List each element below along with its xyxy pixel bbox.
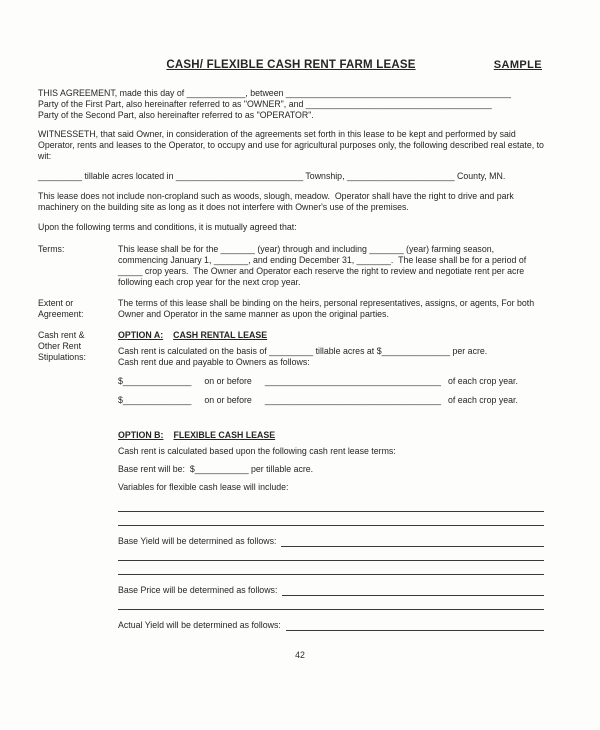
cash-rent-label-line2: Other Rent (38, 340, 82, 351)
base-yield-label: Base Yield will be determined as follows: (118, 535, 277, 546)
tillable-acres-line: _________ tillable acres located in __________________________ Township, ______________________ County, MN. (38, 170, 506, 181)
document-title: CASH/ FLEXIBLE CASH RENT FARM LEASE (166, 59, 416, 71)
option-a-heading-title: CASH RENTAL LEASE (173, 329, 268, 340)
extent-label-line1: Extent or (38, 297, 74, 308)
payment-2-date-blank: ____________________________________ (264, 394, 441, 405)
option-a-heading-label: OPTION A: (118, 329, 164, 340)
payment-2-on-or-before: on or before (204, 394, 252, 405)
payment-2-suffix: of each crop year. (447, 394, 518, 405)
option-b-variables-label: Variables for flexible cash lease will include: (118, 481, 289, 492)
terms-label: Terms: (38, 243, 65, 254)
option-b-heading-title: FLEXIBLE CASH LEASE (173, 429, 276, 440)
option-a-due-line: Cash rent due and payable to Owners as follows: (118, 356, 310, 367)
document-header (38, 58, 544, 74)
base-yield-row (118, 536, 544, 547)
actual-yield-label: Actual Yield will be determined as follows: (118, 619, 281, 630)
extent-label (38, 298, 118, 320)
base-price-label: Base Price will be determined as follows: (118, 584, 278, 595)
mutual-agreement-line: Upon the following terms and conditions, it is mutually agreed that: (38, 221, 297, 232)
blank-line (118, 512, 544, 526)
extent-label-line2: Agreement: (38, 308, 84, 319)
agreement-intro-line1: THIS AGREEMENT, made this day of ____________, between ______________________________________________ (38, 88, 511, 98)
payment-row-2 (118, 395, 544, 406)
cash-rent-label-line3: Stipulations: (38, 351, 86, 362)
cash-rent-section (38, 330, 544, 631)
payment-2-amount-blank: $______________ (118, 394, 192, 405)
blank-line (118, 561, 544, 575)
payment-1-suffix: of each crop year. (447, 375, 518, 386)
page-number: 42 (295, 650, 305, 660)
option-b-heading-label: OPTION B: (118, 429, 164, 440)
agreement-intro-line2: Party of the First Part, also hereinafter referred to as "OWNER", and ______________________________________ (38, 98, 492, 109)
extent-section (38, 298, 544, 320)
option-b-base-rent-line: Base rent will be: $___________ per tillable acre. (118, 463, 314, 474)
agreement-intro-line3: Party of the Second Part, also hereinafter referred to as "OPERATOR". (38, 109, 314, 120)
cash-rent-label (38, 330, 118, 631)
payment-1-on-or-before: on or before (204, 375, 252, 386)
noncropland-paragraph: This lease does not include non-cropland such as woods, slough, meadow. Operator shall have the right to drive and park machinery on the building site as long as it does not interfere with Owner's use of the premises. (38, 190, 517, 212)
blank-line (118, 500, 544, 512)
blank-line (282, 587, 544, 596)
option-b-intro-line: Cash rent is calculated based upon the following cash rent lease terms: (118, 445, 396, 456)
witnesseth-paragraph: WITNESSETH, that said Owner, in consideration of the agreements set forth in this lease to be kept and performed by said Operator, rents and leases to the Operator, to occupy and use for agricultural purposes only, the following described real estate, to wit: (38, 128, 547, 161)
blank-line (118, 547, 544, 561)
option-b-block (118, 430, 544, 631)
option-b-heading (118, 430, 544, 441)
cash-rent-body (118, 330, 544, 631)
actual-yield-row (118, 620, 544, 631)
terms-body: This lease shall be for the _______ (year) through and including _______ (year) farming season, commencing January 1, _______, and ending December 31, _______. The lease shall be for a period of _____ crop years. The Owner and Operator each reserve the right to review and negotiate rent per acre following each crop year for the next crop year. (118, 243, 529, 287)
payment-1-date-blank: ____________________________________ (264, 375, 441, 386)
blank-line (286, 622, 544, 631)
option-a-basis-line: Cash rent is calculated on the basis of _________ tillable acres at $______________ per acre. (118, 345, 488, 356)
blank-line (281, 538, 544, 547)
cash-rent-label-line1: Cash rent & (38, 329, 85, 340)
base-price-row (118, 585, 544, 596)
payment-row-1 (118, 376, 544, 387)
terms-section (38, 244, 544, 288)
agreement-intro-paragraph (38, 88, 544, 121)
option-a-heading (118, 330, 544, 341)
extent-body: The terms of this lease shall be binding on the heirs, personal representatives, assigns, or agents, For both Owner and Operator in the same manner as upon the original parties. (118, 297, 537, 319)
payment-1-amount-blank: $______________ (118, 375, 192, 386)
sample-label: SAMPLE (493, 59, 542, 71)
blank-line (118, 596, 544, 610)
